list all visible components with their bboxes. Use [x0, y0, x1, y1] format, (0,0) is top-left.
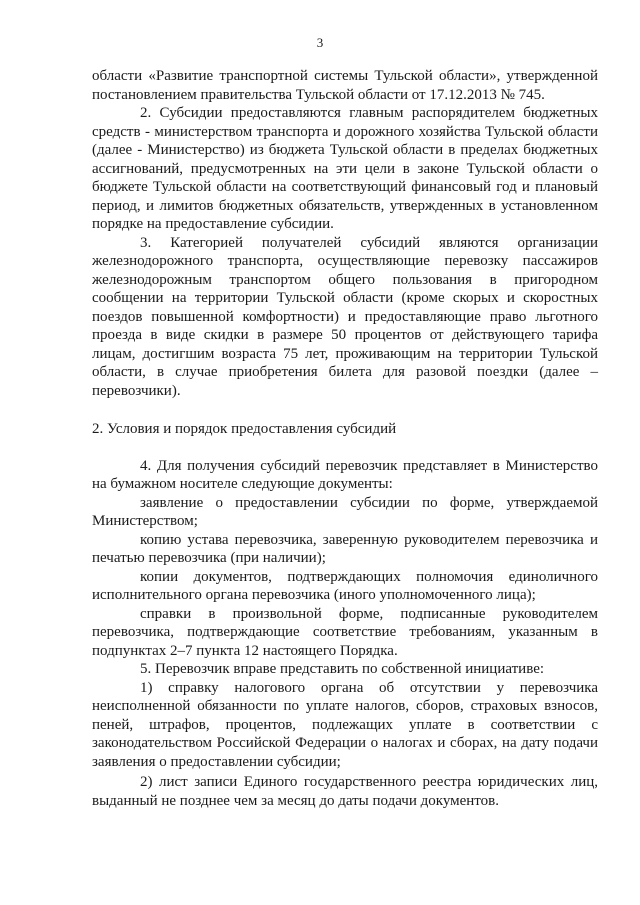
- paragraph-5-optional-documents: 5. Перевозчик вправе представить по собственной инициативе:: [140, 661, 545, 677]
- list-item-compliance-statements: справки в произвольной форме, подписанные руководителем перевозчика, подтверждающие соответствие требованиям, указанным в подпунктах 2–7 пункта 12 настоящего Порядка.: [92, 605, 598, 659]
- list-item-application: заявление о предоставлении субсидии по форме, утверждаемой Министерством;: [92, 494, 598, 529]
- paragraph-2-subsidy-provider: 2. Субсидии предоставляются главным распорядителем бюджетных средств - министерством транспорта и дорожного хозяйства Тульской области (далее - Министерство) из бюджета Тульской области в пределах бюджетных ассигнований, предусмотренных на эти цели в законе Тульской области о бюджете Тульской области на соответствующий финансовый год и плановый период, и лимитов бюджетных обязательств, утвержденных в установленном порядке на предоставление субсидии.: [92, 105, 598, 232]
- list-item-authority-documents: копии документов, подтверждающих полномочия единоличного исполнительного органа перевозчика (иного уполномоченного лица);: [92, 568, 598, 603]
- page-number: 3: [316, 35, 324, 50]
- paragraph-3-recipients: 3. Категорией получателей субсидий являются организации железнодорожного транспорта, осуществляющие перевозку пассажиров железнодорожным транспортом общего пользования в пригородном сообщении на территории Тульской области (кроме скорых и скоростных поездов повышенной комфортности) и предоставляющие право льготного проезда в виде скидки в размере 50 процентов от действующего тарифа лицам, достигшим возраста 75 лет, проживающим на территории Тульской области, в случае приобретения билета для разовой поездки (далее – перевозчики).: [92, 234, 598, 399]
- list-item-tax-certificate: 1) справку налогового органа об отсутствии у перевозчика неисполненной обязанности по уплате налогов, сборов, страховых взносов, пеней, штрафов, процентов, подлежащих уплате в соответствии с законодательством Российской Федерации о налогах и сборах, на дату подачи заявления о предоставлении субсидии;: [92, 679, 598, 770]
- section-heading: 2. Условия и порядок предоставления субсидий: [92, 421, 397, 437]
- paragraph-1-continuation: области «Развитие транспортной системы Тульской области», утвержденной постановлением правительства Тульской области от 17.12.2013 № 745.: [92, 68, 598, 103]
- list-item-charter-copy: копию устава перевозчика, заверенную руководителем перевозчика и печатью перевозчика (при наличии);: [92, 531, 598, 566]
- paragraph-4-documents: 4. Для получения субсидий перевозчик представляет в Министерство на бумажном носителе следующие документы:: [92, 457, 598, 492]
- document-body: [92, 67, 598, 810]
- list-item-registry-extract: 2) лист записи Единого государственного реестра юридических лиц, выданный не позднее чем за месяц до даты подачи документов.: [92, 774, 598, 809]
